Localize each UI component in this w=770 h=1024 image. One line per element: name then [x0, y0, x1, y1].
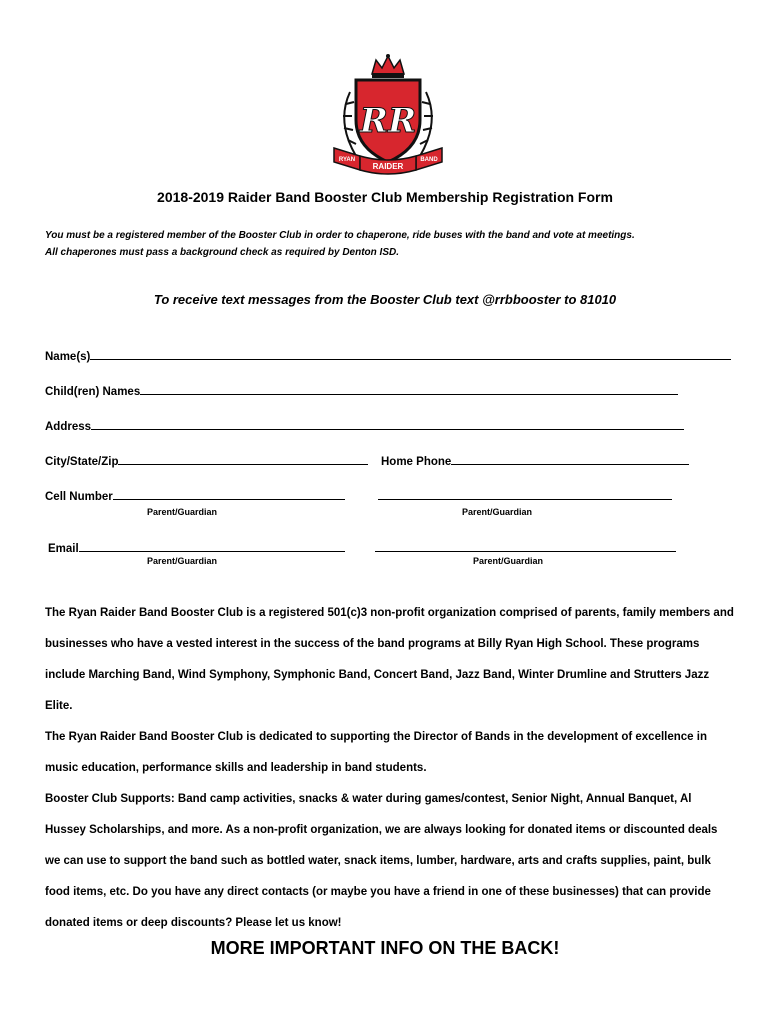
address-field[interactable]: [45, 418, 684, 433]
raider-band-crest-logo: [330, 52, 446, 176]
email-field[interactable]: [48, 540, 345, 555]
email-parent-guardian-1: Parent/Guardian: [147, 556, 218, 566]
back-page-notice: MORE IMPORTANT INFO ON THE BACK!: [210, 938, 560, 958]
intro-text: [45, 227, 735, 261]
names-label: Name(s): [45, 351, 91, 363]
email-parent-guardian-2: Parent/Guardian: [473, 556, 544, 566]
names-field[interactable]: [45, 348, 731, 363]
banner-right-text: BAND: [420, 157, 438, 163]
booster-club-description: [45, 598, 735, 939]
description-paragraph-3: Booster Club Supports: Band camp activities, snacks & water during games/contest, Senior Night, Annual Banquet, Al Hussey Scholarships, and more. As a non-profit organization, we are always looking for donated items or discounted deals we can use to support the band such as bottled water, snack items, lumber, hardware, arts and crafts supplies, paint, bulk food items, etc. Do you have any direct contacts (or maybe you have a friend in one of these businesses) that can provide donated items or deep discounts? Please let us know!: [45, 793, 718, 929]
city-field[interactable]: [45, 453, 368, 468]
home-phone-field[interactable]: [381, 453, 689, 468]
cell-number-line-2[interactable]: [378, 488, 672, 500]
banner-left-text: RYAN: [338, 157, 356, 163]
crown-icon: [372, 54, 404, 78]
city-line[interactable]: [118, 453, 368, 465]
email-field-2[interactable]: [375, 540, 676, 555]
cell-parent-guardian-2: Parent/Guardian: [462, 507, 533, 517]
cell-number-field-2[interactable]: [378, 488, 672, 503]
cell-number-label: Cell Number: [45, 491, 113, 503]
form-title: 2018-2019 Raider Band Booster Club Membership Registration Form: [157, 189, 613, 205]
text-message-instructions: To receive text messages from the Booster Club text @rrbbooster to 81010: [153, 292, 617, 307]
email-line-1[interactable]: [79, 540, 345, 552]
email-label: Email: [48, 543, 79, 555]
children-label: Child(ren) Names: [45, 386, 141, 398]
banner-center-text: RAIDER: [372, 162, 404, 171]
intro-line-1: You must be a registered member of the Booster Club in order to chaperone, ride buses with the band and vote at meetings.: [45, 230, 635, 241]
names-line[interactable]: [90, 348, 731, 360]
home-phone-label: Home Phone: [381, 456, 452, 468]
description-paragraph-2: The Ryan Raider Band Booster Club is dedicated to supporting the Director of Bands in the development of excellence in music education, performance skills and leadership in band students.: [45, 731, 707, 774]
description-paragraph-1: The Ryan Raider Band Booster Club is a registered 501(c)3 non-profit organization comprised of parents, family members and businesses who have a vested interest in the success of the band programs at Billy Ryan High School. These programs include Marching Band, Wind Symphony, Symphonic Band, Concert Band, Jazz Band, Winter Drumline and Strutters Jazz Elite.: [45, 607, 734, 712]
address-line[interactable]: [91, 418, 684, 430]
email-line-2[interactable]: [375, 540, 676, 552]
cell-number-line-1[interactable]: [113, 488, 345, 500]
children-field[interactable]: [45, 383, 678, 398]
monogram-text: RR: [359, 101, 417, 141]
intro-line-2: All chaperones must pass a background check as required by Denton ISD.: [45, 247, 399, 258]
city-label: City/State/Zip: [45, 456, 119, 468]
address-label: Address: [45, 421, 92, 433]
cell-parent-guardian-1: Parent/Guardian: [147, 507, 218, 517]
children-line[interactable]: [140, 383, 678, 395]
home-phone-line[interactable]: [451, 453, 689, 465]
cell-number-field[interactable]: [45, 488, 345, 503]
